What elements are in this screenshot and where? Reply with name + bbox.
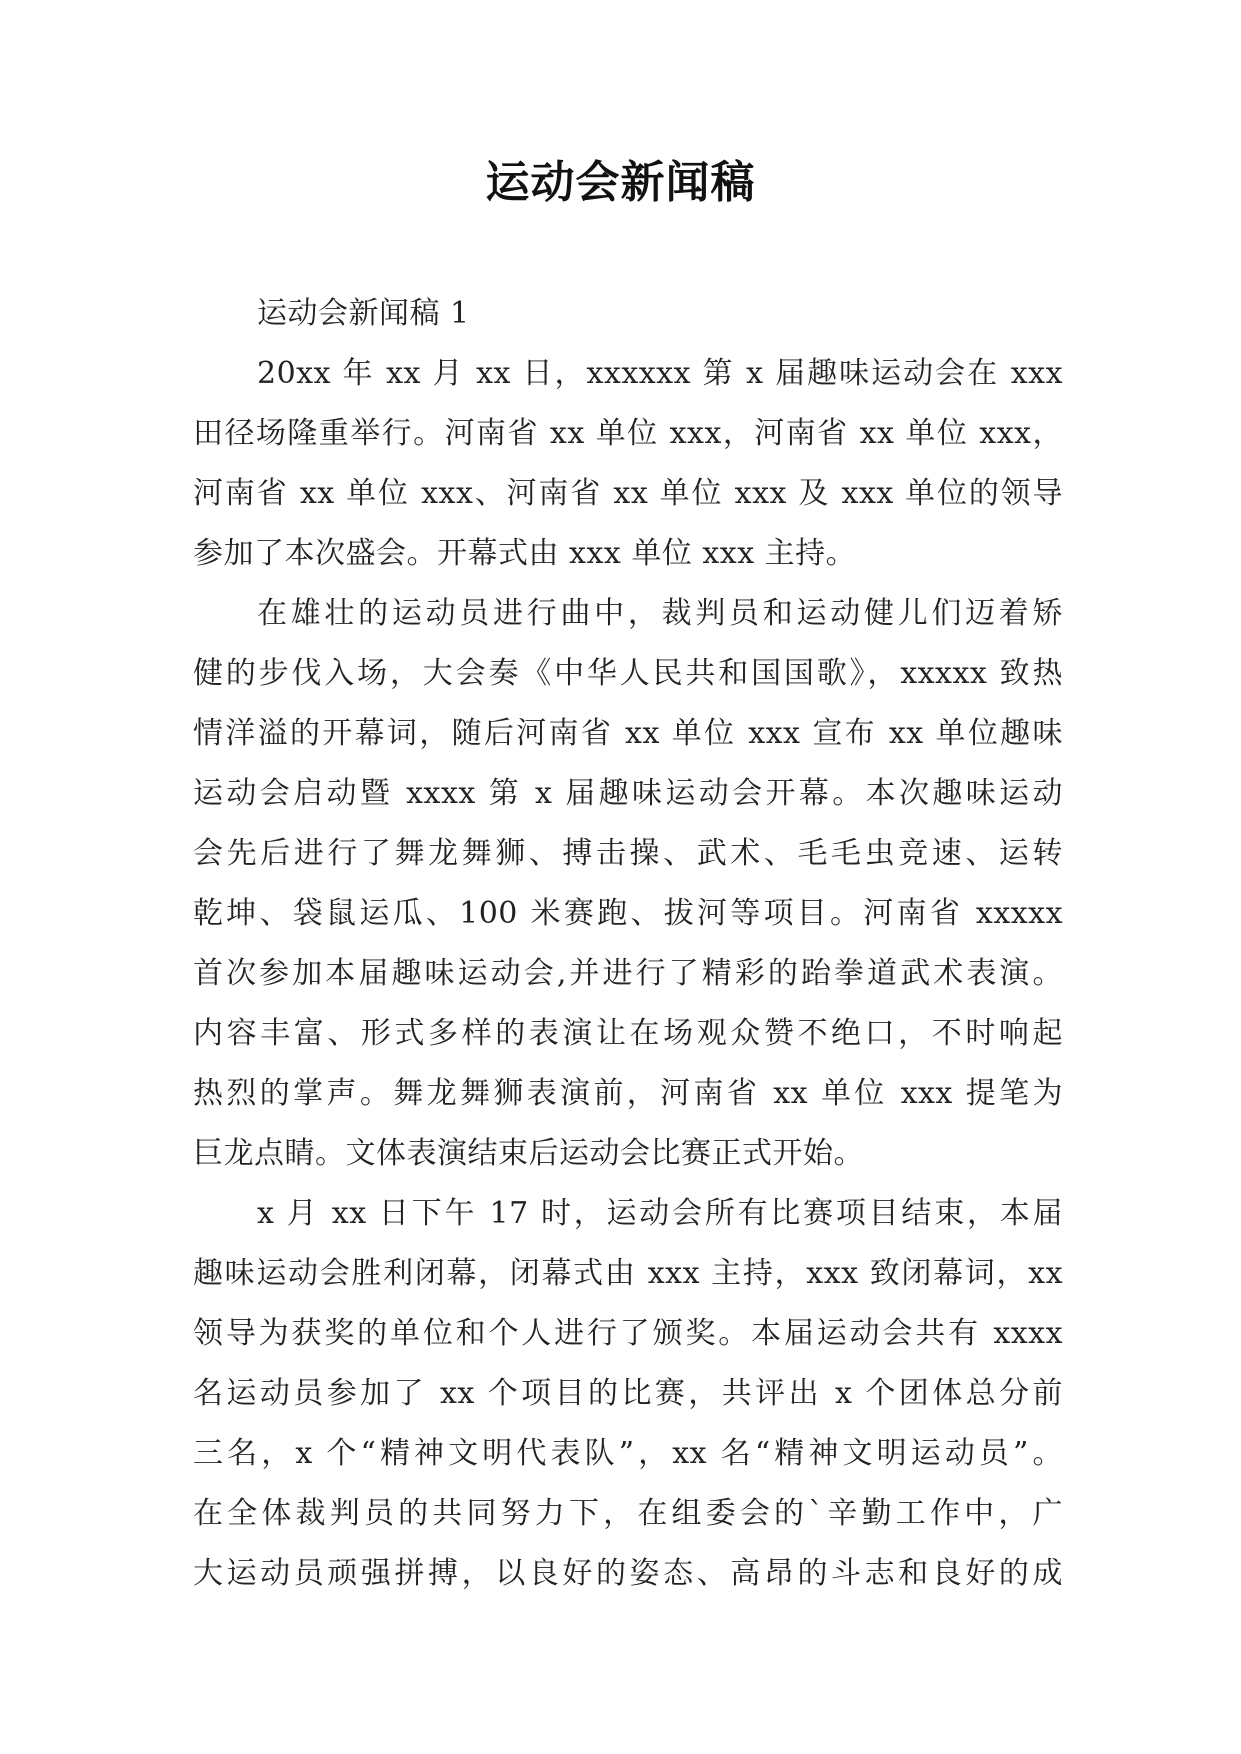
text-line: 名运动员参加了 xx 个项目的比赛，共评出 x 个团体总分前	[193, 1376, 1063, 1411]
text-line: 三名，x 个“精神文明代表队”，xx 名“精神文明运动员”。	[193, 1436, 1063, 1471]
text-line: 河南省 xx 单位 xxx、河南省 xx 单位 xxx 及 xxx 单位的领导	[193, 476, 1063, 511]
text-line: 首次参加本届趣味运动会,并进行了精彩的跆拳道武术表演。	[193, 956, 1063, 991]
text-line: 大运动员顽强拼搏，以良好的姿态、高昂的斗志和良好的成	[193, 1556, 1063, 1591]
text-line: 热烈的掌声。舞龙舞狮表演前，河南省 xx 单位 xxx 提笔为	[193, 1076, 1063, 1111]
text-line: 在全体裁判员的共同努力下，在组委会的`辛勤工作中，广	[193, 1496, 1063, 1531]
document-body	[193, 284, 1063, 1604]
text-line: 内容丰富、形式多样的表演让在场观众赞不绝口，不时响起	[193, 1016, 1063, 1051]
text-line: 趣味运动会胜利闭幕，闭幕式由 xxx 主持，xxx 致闭幕词，xx	[193, 1256, 1063, 1291]
text-line: 运动会启动暨 xxxx 第 x 届趣味运动会开幕。本次趣味运动	[193, 776, 1063, 811]
text-line: 领导为获奖的单位和个人进行了颁奖。本届运动会共有 xxxx	[193, 1316, 1063, 1351]
text-line: 巨龙点睛。文体表演结束后运动会比赛正式开始。	[193, 1136, 864, 1171]
document-title: 运动会新闻稿	[485, 157, 756, 208]
text-line: 在雄壮的运动员进行曲中，裁判员和运动健儿们迈着矫	[257, 596, 1063, 631]
text-line: 乾坤、袋鼠运瓜、100 米赛跑、拔河等项目。河南省 xxxxx	[193, 896, 1063, 931]
text-line: 参加了本次盛会。开幕式由 xxx 单位 xxx 主持。	[193, 536, 857, 571]
text-line: 田径场隆重举行。河南省 xx 单位 xxx，河南省 xx 单位 xxx，	[193, 416, 1063, 451]
text-line: 健的步伐入场，大会奏《中华人民共和国国歌》，xxxxx 致热	[193, 656, 1063, 691]
text-line: x 月 xx 日下午 17 时，运动会所有比赛项目结束，本届	[257, 1196, 1063, 1231]
text-line: 20xx 年 xx 月 xx 日，xxxxxx 第 x 届趣味运动会在 xxx	[257, 356, 1063, 391]
text-line: 会先后进行了舞龙舞狮、搏击操、武术、毛毛虫竞速、运转	[193, 836, 1063, 871]
text-line: 情洋溢的开幕词，随后河南省 xx 单位 xxx 宣布 xx 单位趣味	[193, 716, 1063, 751]
text-line: 运动会新闻稿 1	[257, 296, 470, 331]
